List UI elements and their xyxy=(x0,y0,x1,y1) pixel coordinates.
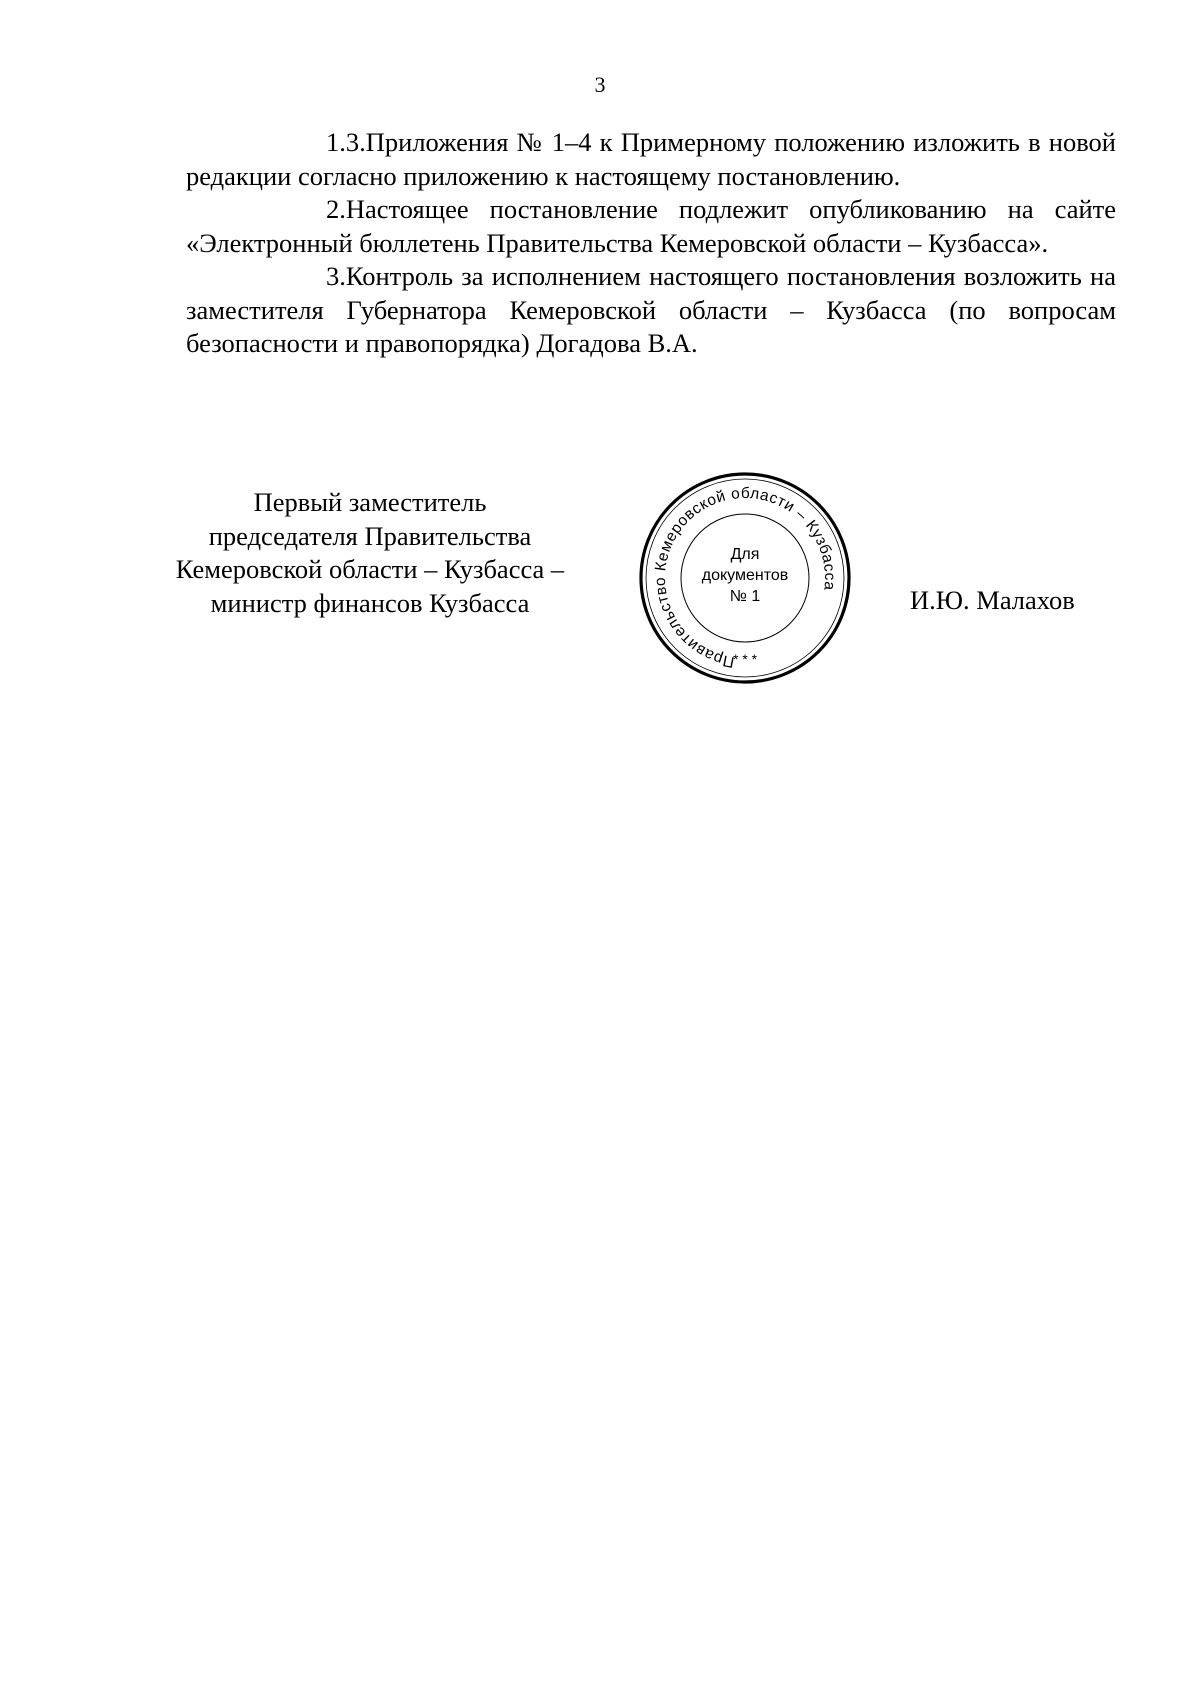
position-line: Кемеровской области – Кузбасса – xyxy=(175,554,565,584)
paragraph-text: Контроль за исполнением настоящего постановления возложить на заместителя Губернатора Кемеровской области – Кузбасса (по вопросам безопасности и правопорядка) Догадова В.А. xyxy=(186,261,1116,358)
stamp-center-line: Для xyxy=(730,546,760,563)
stamp-ring-text: Правительство Кемеровской области – Кузбасса xyxy=(651,484,839,671)
paragraph-number: 2. xyxy=(326,194,346,224)
position-line: Первый заместитель xyxy=(253,487,487,517)
official-stamp xyxy=(635,468,855,688)
signatory-position xyxy=(150,486,590,620)
paragraph-2 xyxy=(186,193,1116,260)
paragraph-number: 3. xyxy=(326,261,346,291)
paragraph-number: 1.3. xyxy=(326,127,366,157)
paragraph-3 xyxy=(186,260,1116,361)
stamp-center-line: документов xyxy=(701,567,789,584)
signatory-name: И.Ю. Малахов xyxy=(910,585,1075,615)
paragraph-text: Приложения № 1–4 к Примерному положению изложить в новой редакции согласно приложению к настоящему постановлению. xyxy=(186,127,1116,191)
paragraph-text: Настоящее постановление подлежит опубликованию на сайте «Электронный бюллетень Правительства Кемеровской области – Кузбасса». xyxy=(186,194,1116,258)
position-line: министр финансов Кузбасса xyxy=(210,587,530,618)
position-line: председателя Правительства xyxy=(208,520,532,551)
body-text xyxy=(186,126,1116,361)
page-number: 3 xyxy=(594,72,606,97)
stamp-stars: * * * xyxy=(732,651,758,667)
paragraph-1-3 xyxy=(186,126,1116,193)
stamp-center-line: № 1 xyxy=(729,588,761,605)
